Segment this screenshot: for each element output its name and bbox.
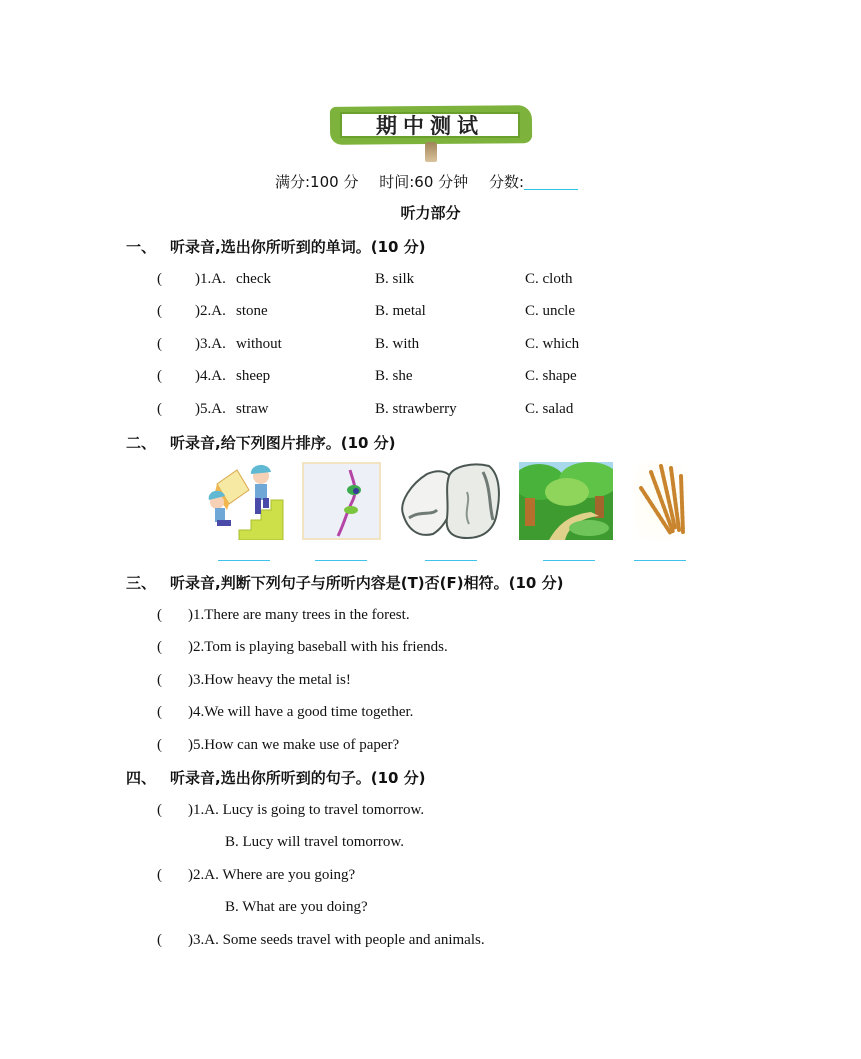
question-row [157,932,485,949]
question-number: )3.A. [188,932,219,948]
answer-paren[interactable]: ( [157,737,162,753]
answer-paren[interactable]: ( [157,932,162,948]
answer-paren[interactable]: ( [157,704,162,720]
section-3-title [126,572,563,593]
score-label: 分数: [488,173,524,191]
answer-blank-1[interactable] [218,560,270,561]
question-number: )5.A. [195,401,226,417]
answer-paren[interactable]: ( [157,672,162,688]
answer-paren[interactable]: ( [157,639,162,655]
answer-paren[interactable]: ( [157,802,162,818]
question-row [157,401,657,421]
section-heading: 听录音,选出你所听到的句子。(10 分) [170,769,426,787]
answer-blank-3[interactable] [425,560,477,561]
question-text: )2.Tom is playing baseball with his friends. [188,639,448,655]
question-row [157,867,355,884]
full-score: 满分:100 分 [275,173,359,191]
option-a: stone [236,303,268,319]
picture-straw [302,462,381,540]
question-row [157,737,399,754]
question-number: )2.A. [188,867,219,883]
question-text: )5.How can we make use of paper? [188,737,400,753]
option-b: B. What are you doing? [225,899,368,915]
question-row [157,704,413,721]
question-number: )1.A. [188,802,219,818]
answer-blank-4[interactable] [543,560,595,561]
question-text: )1.There are many trees in the forest. [188,607,410,623]
question-number: )2.A. [195,303,226,319]
answer-blank-2[interactable] [315,560,367,561]
section-number: 二、 [126,434,157,452]
answer-paren[interactable]: ( [157,401,162,417]
option-a: straw [236,401,269,417]
question-text: )3.How heavy the metal is! [188,672,351,688]
option-a: without [236,336,282,352]
picture-rocks [397,462,501,540]
section-1-title [126,236,426,257]
option-a: Where are you going? [222,867,356,883]
question-row [157,639,448,656]
picture-wheat [633,462,688,540]
question-number: )1.A. [195,271,226,287]
option-c: C. which [525,336,580,352]
question-row [157,672,351,689]
question-row [157,802,424,819]
section-2-title [126,432,396,453]
option-c: C. shape [525,368,577,384]
picture-forest [519,462,613,540]
exam-meta [0,171,861,192]
section-heading: 听录音,选出你所听到的单词。(10 分) [170,238,426,256]
answer-blank-5[interactable] [634,560,686,561]
question-row [157,368,657,388]
picture-climbing-stairs [205,462,285,540]
title-banner [330,104,532,144]
option-c: C. cloth [525,271,573,287]
option-a: Lucy is going to travel tomorrow. [222,802,425,818]
answer-paren[interactable]: ( [157,303,162,319]
option-b: B. Lucy will travel tomorrow. [225,834,404,850]
answer-paren[interactable]: ( [157,271,162,287]
question-row [157,303,657,323]
question-row [157,336,657,356]
section-number: 一、 [126,238,157,256]
score-field [489,173,586,191]
option-a: check [236,271,271,287]
question-number: )3.A. [195,336,226,352]
question-text: )4.We will have a good time together. [188,704,414,720]
option-b: B. with [375,336,420,352]
pin-icon [425,142,437,162]
option-b: B. strawberry [375,401,457,417]
answer-paren[interactable]: ( [157,607,162,623]
option-c: C. uncle [525,303,575,319]
answer-paren[interactable]: ( [157,867,162,883]
section-4-title [126,767,426,788]
section-number: 三、 [126,574,157,592]
time-limit: 时间:60 分钟 [379,173,469,191]
section-number: 四、 [126,769,157,787]
option-b: B. metal [375,303,426,319]
section-heading: 听录音,给下列图片排序。(10 分) [170,434,396,452]
section-heading: 听录音,判断下列句子与所听内容是(T)否(F)相符。(10 分) [170,574,564,592]
answer-paren[interactable]: ( [157,336,162,352]
option-a: Some seeds travel with people and animals. [222,932,485,948]
question-row [157,607,410,624]
option-c: C. salad [525,401,574,417]
page-title: 期中测试 [340,112,520,138]
part-title: 听力部分 [400,204,461,222]
question-number: )4.A. [195,368,226,384]
score-blank[interactable] [524,175,578,190]
option-b: B. silk [375,271,415,287]
question-row [157,271,657,291]
option-a: sheep [236,368,271,384]
answer-paren[interactable]: ( [157,368,162,384]
option-b: B. she [375,368,413,384]
